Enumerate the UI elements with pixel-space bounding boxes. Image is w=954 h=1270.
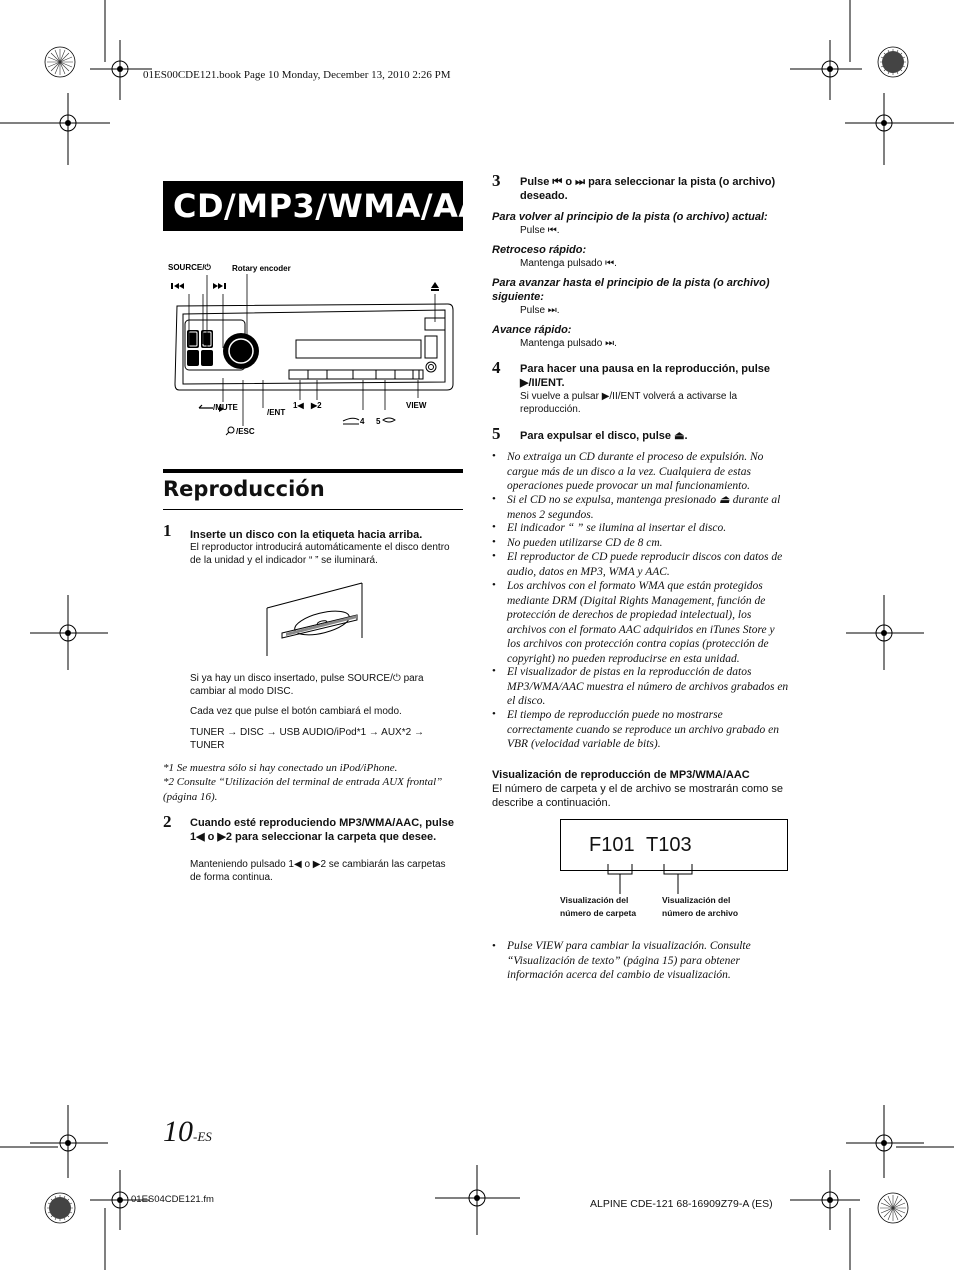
step-4-number: 4 — [492, 358, 501, 377]
step-3-sub-1-body: Pulse ⏮. — [520, 225, 560, 236]
display-callout-lines — [600, 862, 700, 896]
page-number-value: 10 — [163, 1115, 193, 1148]
step-2-body: Manteniendo pulsado 1◀ o ▶2 se cambiarán las carpetas de forma continua. — [190, 859, 446, 883]
note-item: Si el CD no se expulsa, mantenga presionado ⏏ durante al menos 2 segundos. — [507, 494, 781, 521]
step-4-heading: Para hacer una pausa en la reproducción, pulse ▶/II/ENT. — [520, 363, 771, 389]
page-title: CD/MP3/WMA/AAC — [163, 181, 463, 231]
mode-sequence: TUNER → DISC → USB AUDIO/iPod*1 → AUX*2 → TUNER — [190, 727, 424, 751]
footnote-2: *2 Consulte “Utilización del terminal de entrada AUX frontal” (página 16). — [163, 776, 443, 803]
folder-label-line-2: número de carpeta — [560, 908, 637, 918]
step-3-heading: Pulse ⏮ o ⏭ para seleccionar la pista (o archivo) deseado. — [520, 176, 776, 202]
label-btn1: 1◀ — [293, 401, 304, 410]
footer-product: ALPINE CDE-121 68-16909Z79-A (ES) — [590, 1198, 773, 1210]
notes-list: • No extraiga un CD durante el proceso de expulsión. No cargue más de un disco a la vez. Cualquiera de estas operaciones puede provocar un mal funcionamiento. • Si el CD no se expulsa, mantenga presionado ⏏ durante al menos 2 segundos. • El indicador “ ” se ilumina al insertar el disco. • No pueden utilizarse CD de 8 cm. • El reproductor de CD puede reproducir discos con datos de audio, datos en MP3, WMA y AAC. • Los archivos con el formato WMA que están protegidos mediante DRM (Digital Rights Management, función de protección de derechos de propiedad intelectual), los archivos con el formato AAC adquiridos en iTunes Store y los archivos con protección contra copias (protección de copyright) no pueden reproducirse en esta unidad. • El visualizador de pistas en la reproducción de datos MP3/WMA/AAC muestra el número de archivos grabados en el disco. • El tiempo de reproducción puede no mostrarse correctamente cuando se reproduce un archivo grabado en VBR (velocidad variable de bits). — [492, 450, 789, 750]
step-5-heading: Para expulsar el disco, pulse ⏏. — [520, 430, 688, 442]
note-item: El visualizador de pistas en la reproducción de datos MP3/WMA/AAC muestra el número de archivos grabados en el disco. — [507, 666, 789, 707]
step-3-sub-2-body: Mantenga pulsado ⏮. — [520, 258, 617, 269]
step-3-sub-3-title: Para avanzar hasta el principio de la pista (o archivo) siguiente: — [492, 277, 770, 303]
note-item: El reproductor de CD puede reproducir discos con datos de audio, datos en MP3, WMA y AAC. — [507, 551, 783, 578]
step-1-heading: Inserte un disco con la etiqueta hacia arriba. — [190, 529, 423, 541]
file-label-line-1: Visualización del — [662, 895, 731, 905]
step-3-number: 3 — [492, 171, 501, 190]
step-1-note-1: Si ya hay un disco insertado, pulse SOURCE/⏻ para cambiar al modo DISC. — [190, 673, 424, 697]
label-esc: /ESC — [236, 427, 255, 436]
note-item: Los archivos con el formato WMA que están protegidos mediante DRM (Digital Rights Management, función de protección de derechos de propiedad intelectual), los archivos con el formato AAC adquiridos en iTunes Store y los archivos con protección contra copias (protección de copyright) no pueden reproducirse en esta unidad. — [507, 580, 775, 665]
disc-insert-illustration — [262, 578, 372, 658]
folder-label-line-1: Visualización del — [560, 895, 629, 905]
footer-filename: 01ES04CDE121.fm — [131, 1194, 214, 1205]
label-btn5: 5 — [376, 417, 381, 426]
note-item: No extraiga un CD durante el proceso de expulsión. No cargue más de un disco a la vez. Cualquiera de estas operaciones puede provocar un mal funcionamiento. — [507, 451, 764, 492]
label-ent: /ENT — [267, 408, 286, 417]
section-title: Reproducción — [163, 477, 325, 501]
page-suffix: -ES — [193, 1129, 212, 1144]
book-info-header: 01ES00CDE121.book Page 10 Monday, December 13, 2010 2:26 PM — [143, 69, 451, 81]
note-item: El tiempo de reproducción puede no mostrarse correctamente cuando se reproduce un archivo grabado en VBR (velocidad variable de bits). — [507, 709, 779, 750]
label-rotary-encoder: Rotary encoder — [232, 264, 291, 273]
device-diagram — [163, 258, 463, 443]
track-code: T103 — [646, 834, 692, 856]
step-1-note-2: Cada vez que pulse el botón cambiará el modo. — [190, 706, 402, 717]
label-btn4: 4 — [360, 417, 365, 426]
step-1-body: El reproductor introducirá automáticamente el disco dentro de la unidad y el indicador “ ” se iluminará. — [190, 542, 450, 566]
label-source: SOURCE/⏻ — [168, 263, 211, 272]
label-mute: /MUTE — [213, 403, 238, 412]
step-2-number: 2 — [163, 812, 172, 831]
step-3-sub-4-title: Avance rápido: — [492, 324, 572, 336]
label-view: VIEW — [406, 401, 427, 410]
display-section-title: Visualización de reproducción de MP3/WMA/AAC — [492, 769, 750, 781]
step-4-body: Si vuelve a pulsar ▶/II/ENT volverá a activarse la reproducción. — [520, 391, 738, 415]
step-3-sub-3-body: Pulse ⏭. — [520, 305, 560, 316]
note-item: No pueden utilizarse CD de 8 cm. — [507, 537, 663, 549]
note-item: El indicador “ ” se ilumina al insertar el disco. — [507, 522, 727, 534]
section-header — [163, 469, 463, 510]
page-number — [163, 1115, 212, 1149]
file-label-line-2: número de archivo — [662, 908, 739, 918]
step-1-number: 1 — [163, 521, 172, 540]
step-5-number: 5 — [492, 424, 501, 443]
step-2-heading: Cuando esté reproduciendo MP3/WMA/AAC, pulse 1◀ o ▶2 para seleccionar la carpeta que desee. — [190, 817, 455, 843]
step-3-sub-4-body: Mantenga pulsado ⏭. — [520, 338, 617, 349]
folder-code: F101 — [589, 834, 635, 856]
label-btn2: ▶2 — [311, 401, 322, 410]
step-3-sub-1-title: Para volver al principio de la pista (o archivo) actual: — [492, 211, 768, 223]
display-section-body: El número de carpeta y el de archivo se mostrarán como se describe a continuación. — [492, 783, 784, 809]
footnote-1: *1 Se muestra sólo si hay conectado un iPod/iPhone. — [163, 762, 398, 774]
view-note: Pulse VIEW para cambiar la visualización. Consulte “Visualización de texto” (página 15) para obtener información acerca del cambio de visualización. — [507, 940, 751, 981]
step-3-sub-2-title: Retroceso rápido: — [492, 244, 587, 256]
